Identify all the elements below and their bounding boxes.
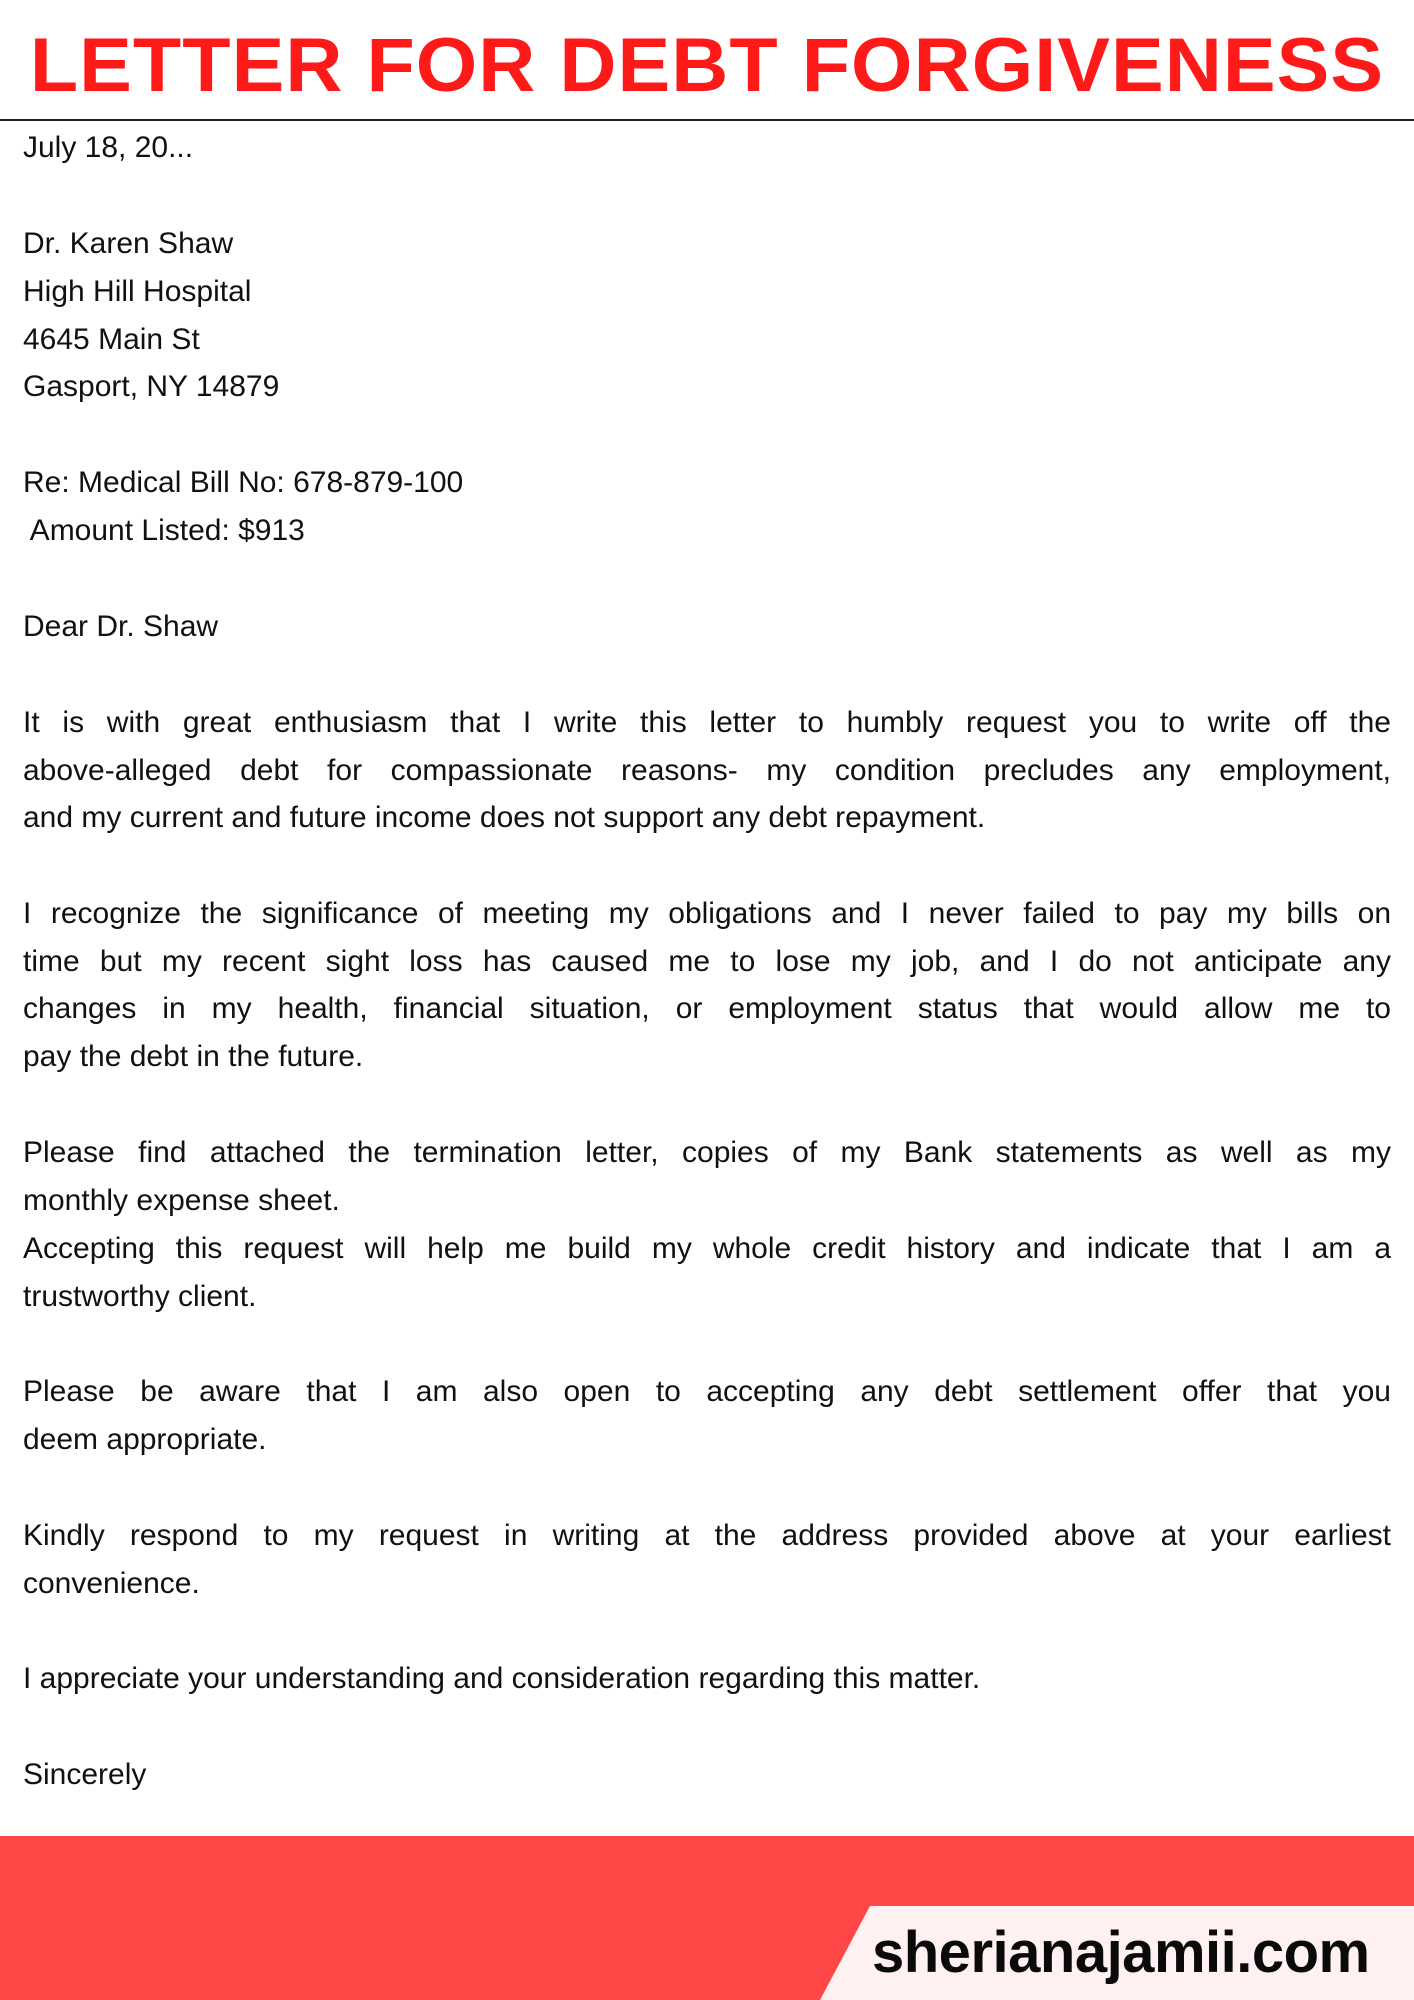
- website-link[interactable]: sherianajamii.com: [872, 1920, 1370, 1985]
- reference-bill-number: Re: Medical Bill No: 678-879-100: [23, 466, 464, 499]
- paragraph-line: Accepting this request will help me build my whole credit history and indicate that I am a: [23, 1232, 1391, 1265]
- paragraph-line: pay the debt in the future.: [23, 1040, 364, 1074]
- salutation: Dear Dr. Shaw: [23, 610, 219, 643]
- paragraph-line: changes in my health, financial situation, or employment status that would allow me to: [23, 992, 1391, 1026]
- recipient-city-state-zip: Gasport, NY 14879: [23, 370, 280, 403]
- header-divider: [0, 119, 1414, 121]
- paragraph-1: [23, 699, 1391, 842]
- paragraph-line: convenience.: [23, 1566, 200, 1600]
- paragraph-line: Please find attached the termination letter, copies of my Bank statements as well as my: [23, 1136, 1391, 1169]
- recipient-name: Dr. Karen Shaw: [23, 227, 234, 260]
- recipient-street: 4645 Main St: [23, 323, 200, 356]
- paragraph-3: [23, 1129, 1391, 1224]
- paragraph-line: and my current and future income does not support any debt repayment.: [23, 801, 986, 835]
- paragraph-7: [23, 1655, 1391, 1703]
- paragraph-line: time but my recent sight loss has caused me to lose my job, and I do not anticipate any: [23, 944, 1391, 978]
- letter-date: July 18, 20...: [23, 131, 194, 164]
- paragraph-line: I recognize the significance of meeting my obligations and I never failed to pay my bills on: [23, 897, 1391, 930]
- paragraph-line: above-alleged debt for compassionate reasons- my condition precludes any employment,: [23, 753, 1391, 787]
- page-title: LETTER FOR DEBT FORGIVENESS: [29, 23, 1385, 108]
- paragraph-line: Please be aware that I am also open to accepting any debt settlement offer that you: [23, 1375, 1391, 1408]
- closing: Sincerely: [23, 1758, 147, 1791]
- paragraph-line: monthly expense sheet.: [23, 1183, 340, 1217]
- paragraph-6: [23, 1512, 1391, 1607]
- paragraph-2: [23, 890, 1391, 1081]
- paragraph-line: deem appropriate.: [23, 1422, 267, 1456]
- paragraph-5: [23, 1368, 1391, 1463]
- paragraph-line: It is with great enthusiasm that I write this letter to humbly request you to write off the: [23, 706, 1391, 739]
- paragraph-line: I appreciate your understanding and consideration regarding this matter.: [23, 1662, 981, 1695]
- paragraph-4: [23, 1225, 1391, 1320]
- paragraph-line: Kindly respond to my request in writing at the address provided above at your earliest: [23, 1519, 1391, 1552]
- reference-amount: Amount Listed: $913: [23, 514, 305, 547]
- recipient-organization: High Hill Hospital: [23, 275, 252, 308]
- paragraph-line: trustworthy client.: [23, 1279, 257, 1313]
